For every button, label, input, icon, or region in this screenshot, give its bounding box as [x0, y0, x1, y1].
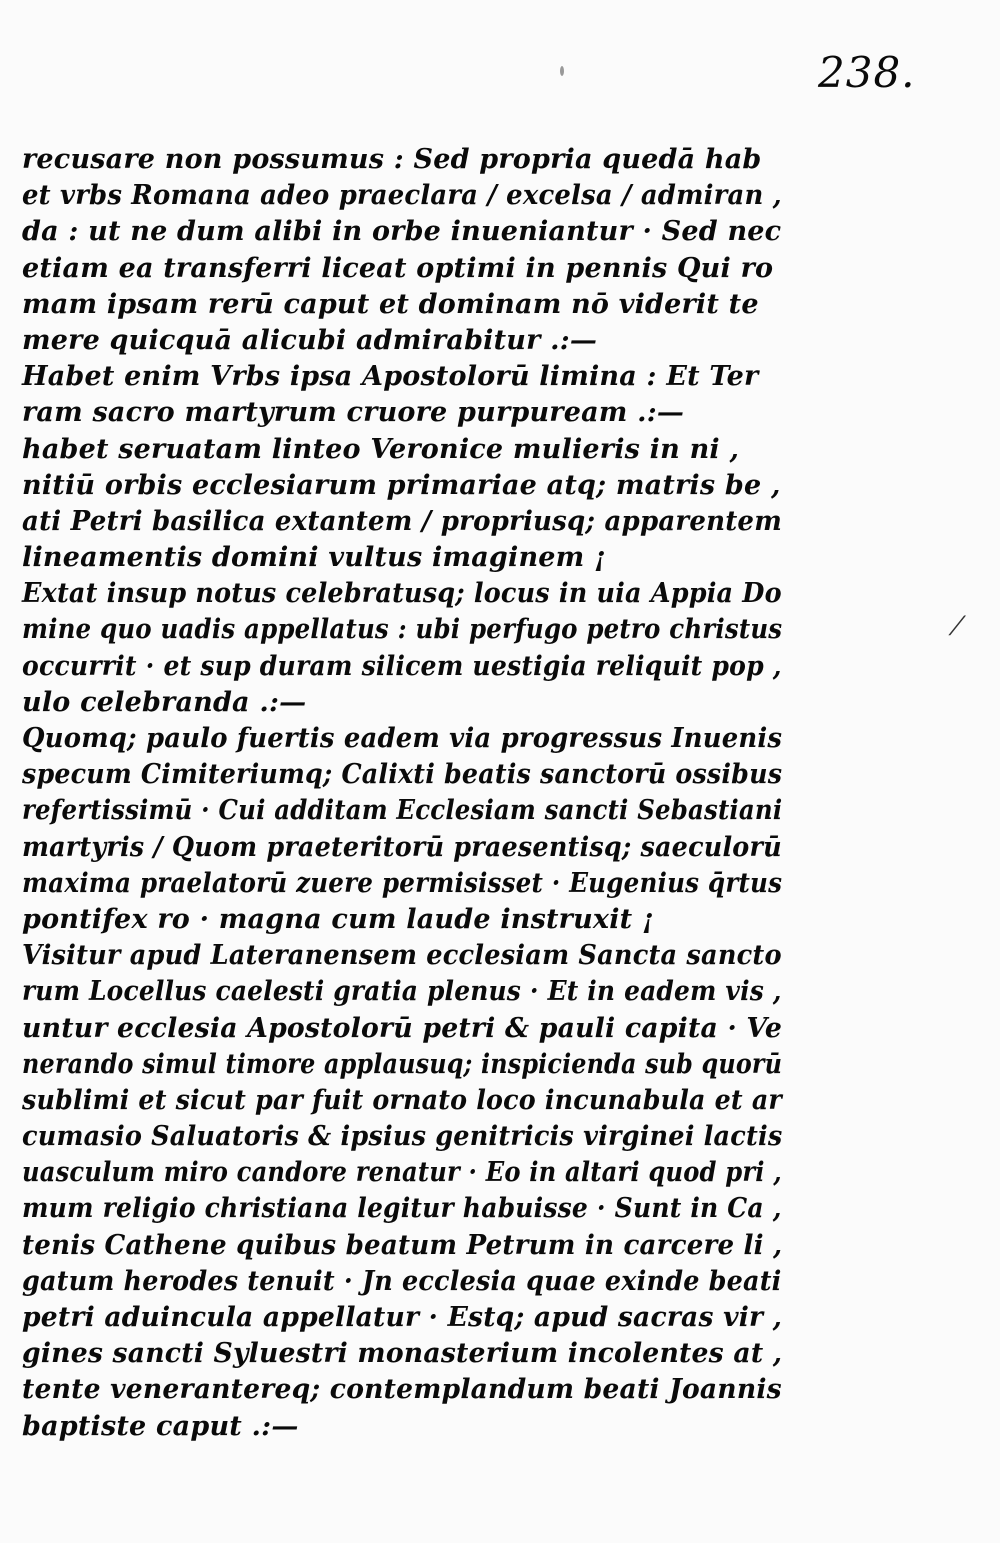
manuscript-line: recusare non possumus : Sed propria quedā hab: [22, 144, 762, 175]
manuscript-line: cumasio Saluatoris & ipsius genitricis virginei lactis: [22, 1121, 783, 1153]
manuscript-line: maxima praelatorū zuere permisisset · Eugenius q̄rtus: [22, 867, 783, 899]
manuscript-line: tente venerantereq; contemplandum beati Joannis: [22, 1374, 782, 1406]
manuscript-line: sublimi et sicut par fuit ornato loco incunabula et ar: [22, 1084, 782, 1116]
manuscript-line: Habet enim Vrbs ipsa Apostolorū limina : Et Ter: [22, 361, 759, 393]
manuscript-line: tenis Cathene quibus beatum Petrum in carcere li ,: [22, 1229, 783, 1261]
scan-speck: [560, 66, 564, 76]
manuscript-line: mere quicquā alicubi admirabitur .:—: [22, 324, 598, 356]
manuscript-line: occurrit · et sup duram silicem uestigia reliquit pop ,: [22, 650, 782, 682]
manuscript-line: ram sacro martyrum cruore purpuream .:—: [22, 397, 685, 429]
manuscript-line: Quomq; paulo fuertis eadem via progressus Inuenis: [22, 723, 783, 754]
manuscript-line: specum Cimiteriumq; Calixti beatis sanctorū ossibus: [22, 759, 783, 791]
manuscript-line: pontifex ro · magna cum laude instruxit ¡: [22, 903, 655, 935]
manuscript-line: rum Locellus caelesti gratia plenus · Et in eadem vis ,: [22, 976, 782, 1008]
manuscript-line: Extat insup notus celebratusq; locus in uia Appia Do: [22, 578, 782, 610]
manuscript-line: refertissimū · Cui additam Ecclesiam sancti Sebastiani: [22, 795, 783, 827]
manuscript-line: mam ipsam rerū caput et dominam nō viderit te: [22, 288, 759, 320]
margin-mark: ⁄: [955, 612, 960, 642]
manuscript-line: baptiste caput .:—: [22, 1410, 299, 1442]
manuscript-line: da : ut ne dum alibi in orbe inueniantur · Sed nec: [22, 216, 782, 248]
manuscript-line: petri aduincula appellatur · Estq; apud sacras vir ,: [22, 1302, 783, 1333]
manuscript-line: mine quo uadis appellatus : ubi perfugo petro christus: [22, 614, 783, 646]
manuscript-line: ulo celebranda .:—: [22, 686, 307, 718]
manuscript-line: untur ecclesia Apostolorū petri & pauli capita · Ve: [22, 1012, 783, 1044]
manuscript-line: etiam ea transferri liceat optimi in pennis Qui ro: [22, 252, 774, 284]
manuscript-line: Visitur apud Lateranensem ecclesiam Sancta sancto: [22, 940, 782, 972]
manuscript-line: nerando simul timore applausuq; inspicienda sub quorū: [22, 1048, 783, 1080]
folio-number: 238.: [818, 48, 916, 97]
manuscript-line: nitiū orbis ecclesiarum primariae atq; matris be ,: [22, 469, 781, 501]
manuscript-line: uasculum miro candore renatur · Eo in altari quod pri ,: [22, 1157, 782, 1189]
manuscript-line: gines sancti Syluestri monasterium incolentes at ,: [22, 1338, 783, 1370]
manuscript-line: habet seruatam linteo Veronice mulieris in ni ,: [22, 433, 740, 465]
manuscript-line: lineamentis domini vultus imaginem ¡: [22, 542, 607, 574]
manuscript-line: mum religio christiana legitur habuisse · Sunt in Ca ,: [22, 1193, 782, 1225]
manuscript-line: gatum herodes tenuit · Jn ecclesia quae exinde beati: [22, 1265, 782, 1297]
manuscript-line: ati Petri basilica extantem / propriusq; apparentem: [22, 505, 782, 537]
manuscript-text-block: [22, 142, 782, 1445]
manuscript-line: et vrbs Romana adeo praeclara / excelsa / admiran ,: [22, 180, 782, 212]
manuscript-line: martyris / Quom praeteritorū praesentisq; saeculorū: [22, 831, 782, 863]
